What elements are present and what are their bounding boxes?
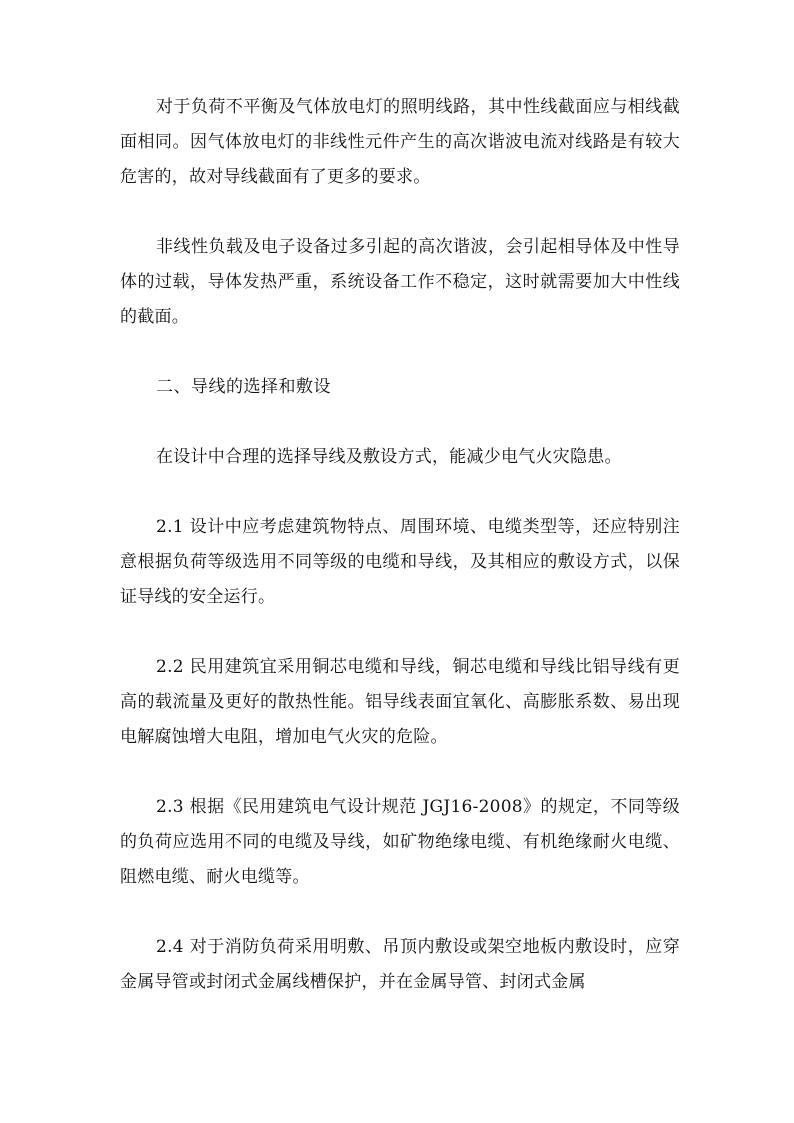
document-body	[120, 90, 680, 1035]
paragraph-section-intro: 在设计中合理的选择导线及敷设方式，能减少电气火灾隐患。	[156, 447, 622, 467]
paragraph-harmonics-neutral: 非线性负载及电子设备过多引起的高次谐波，会引起相导体及中性导体的过载，导体发热严重，系统设备工作不稳定，这时就需要加大中性线的截面。	[120, 237, 680, 327]
paragraph-2-4: 2.4 对于消防负荷采用明敷、吊顶内敷设或架空地板内敷设时，应穿金属导管或封闭式金属线槽保护，并在金属导管、封闭式金属	[120, 937, 680, 992]
paragraph-2-1: 2.1 设计中应考虑建筑物特点、周围环境、电缆类型等，还应特别注意根据负荷等级选用不同等级的电缆和导线，及其相应的敷设方式，以保证导线的安全运行。	[120, 517, 680, 607]
paragraph-neutral-conductor-lighting: 对于负荷不平衡及气体放电灯的照明线路，其中性线截面应与相线截面相同。因气体放电灯的非线性元件产生的高次谐波电流对线路是有较大危害的，故对导线截面有了更多的要求。	[120, 97, 680, 187]
paragraph-2-3: 2.3 根据《民用建筑电气设计规范 JGJ16-2008》的规定，不同等级的负荷应选用不同的电缆及导线，如矿物绝缘电缆、有机绝缘耐火电缆、阻燃电缆、耐火电缆等。	[120, 797, 680, 887]
section-heading-wire-selection: 二、导线的选择和敷设	[156, 377, 331, 397]
paragraph-2-2: 2.2 民用建筑宜采用铜芯电缆和导线，铜芯电缆和导线比铝导线有更高的载流量及更好的散热性能。铝导线表面宜氧化、高膨胀系数、易出现电解腐蚀增大电阻，增加电气火灾的危险。	[120, 657, 680, 747]
